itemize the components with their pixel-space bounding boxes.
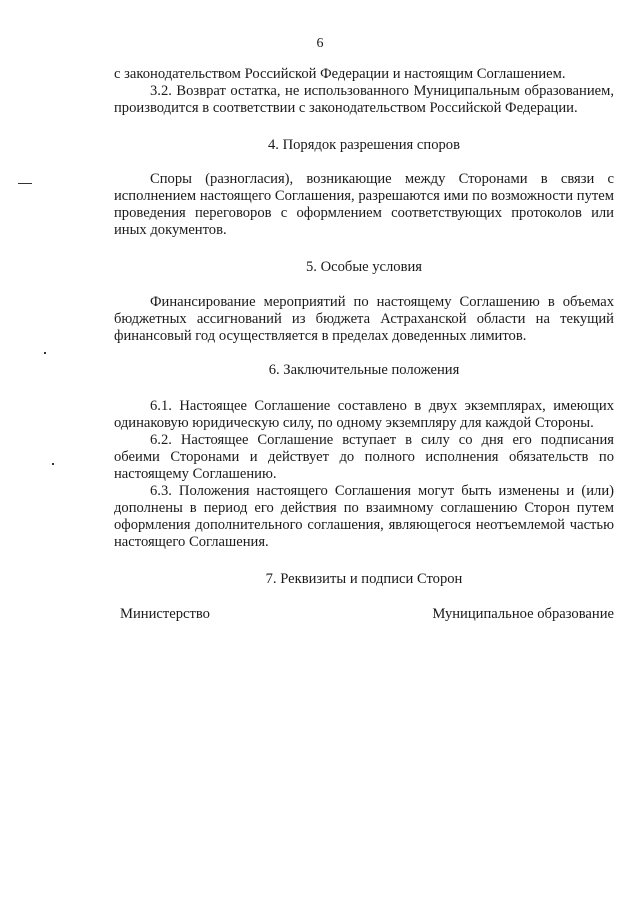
paragraph-6-3: 6.3. Положения настоящего Соглашения могут быть изменены и (или) дополнены в период его действия по взаимному соглашению Сторон путем оформления дополнительного соглашения, являющегося неотъемлемой частью настоящего Соглашения. [114, 483, 614, 550]
section-7-title: 7. Реквизиты и подписи Сторон [265, 571, 463, 587]
section-4-body [114, 171, 614, 239]
section-5-body [114, 294, 614, 345]
paragraph-5: Финансирование мероприятий по настоящему Соглашению в объемах бюджетных ассигнований из бюджета Астраханской области на текущий финансовый год осуществляется в пределах доведенных лимитов. [114, 294, 614, 344]
scan-mark [44, 352, 46, 354]
paragraph-6-2: 6.2. Настоящее Соглашение вступает в силу со дня его подписания обеими Сторонами и действует до полного исполнения обязательств по настоящему Соглашению. [114, 432, 614, 482]
paragraph-6-1: 6.1. Настоящее Соглашение составлено в двух экземплярах, имеющих одинаковую юридическую силу, по одному экземпляру для каждой Стороны. [114, 398, 614, 431]
paragraph-4: Споры (разногласия), возникающие между Сторонами в связи с исполнением настоящего Соглашения, разрешаются ими по возможности путем проведения переговоров с оформлением соответствующих протоколов или иных документов. [114, 171, 614, 238]
scan-mark [18, 183, 32, 184]
section-5-title: 5. Особые условия [305, 259, 423, 275]
section-6-title: 6. Заключительные положения [268, 362, 460, 378]
section-4-title: 4. Порядок разрешения споров [268, 137, 460, 153]
signature-right-party: Муниципальное образование [432, 606, 614, 622]
signature-left-party: Министерство [120, 606, 210, 622]
section-6-body [114, 398, 614, 551]
paragraph-3-2: 3.2. Возврат остатка, не использованного Муниципальным образованием, производится в соответствии с законодательством Российской Федерации. [114, 83, 614, 116]
section-3-continuation [114, 66, 614, 117]
paragraph-continuation: с законодательством Российской Федерации и настоящим Соглашением. [114, 66, 566, 82]
page-number: 6 [316, 36, 324, 51]
scan-mark [52, 463, 54, 465]
